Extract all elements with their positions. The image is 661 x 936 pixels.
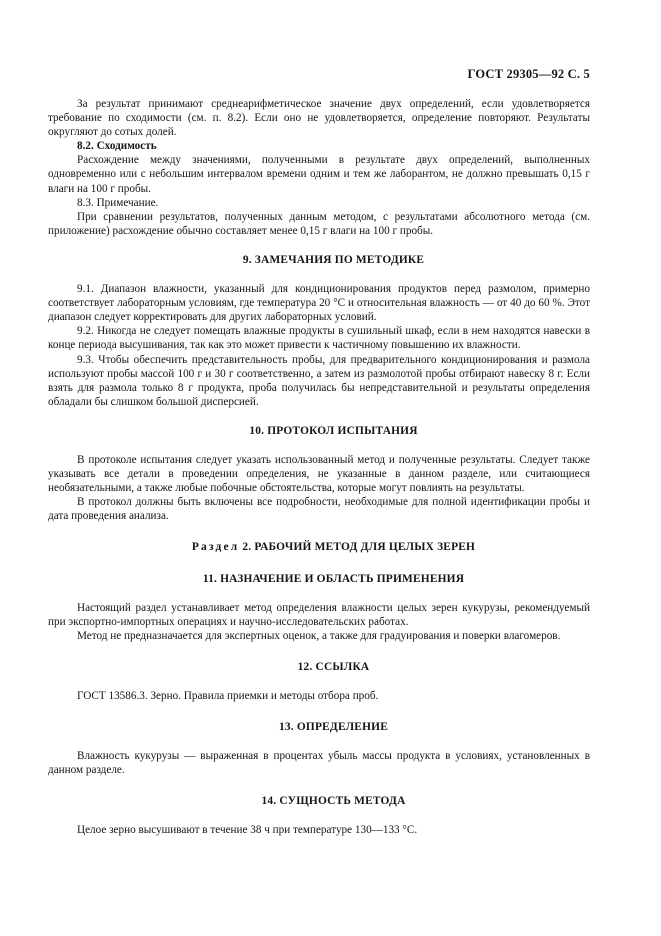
heading-section-10: 10. ПРОТОКОЛ ИСПЫТАНИЯ bbox=[249, 424, 418, 437]
paragraph-12: ГОСТ 13586.3. Зерно. Правила приемки и методы отбора проб. bbox=[77, 690, 379, 702]
paragraph-11-2: Метод не предназначается для экспертных оценок, а также для градуирования и поверки влагомеров. bbox=[77, 629, 561, 642]
part-title: 2. РАБОЧИЙ МЕТОД ДЛЯ ЦЕЛЫХ ЗЕРЕН bbox=[239, 541, 476, 554]
heading-section-13: 13. ОПРЕДЕЛЕНИЕ bbox=[278, 721, 389, 734]
paragraph-10-2: В протокол должны быть включены все подробности, необходимые для полной идентификации пробы и дата проведения анализа. bbox=[48, 496, 590, 523]
heading-section-9: 9. ЗАМЕЧАНИЯ ПО МЕТОДИКЕ bbox=[242, 253, 425, 266]
paragraph-11-1: Настоящий раздел устанавливает метод определения влажности целых зерен кукурузы, рекомендуемый при экспортно-импортных операциях и научно-исследовательских работах. bbox=[48, 601, 590, 628]
document-body bbox=[48, 97, 590, 838]
heading-part-2 bbox=[48, 540, 590, 554]
paragraph-8-3: При сравнении результатов, полученных данным методом, с результатами абсолютного метода (см. приложение) расхождение обычно составляет менее 0,15 г влаги на 100 г пробы. bbox=[48, 210, 590, 237]
paragraph-9-1: 9.1. Диапазон влажности, указанный для кондиционирования продуктов перед размолом, примерно соответствует лабораторным условиям, где температура 20 °С и относительная влажность — от 40 до 60 %. Этот диапазон следует корректировать для других лабораторных условий. bbox=[48, 283, 590, 324]
paragraph-14: Целое зерно высушивают в течение 38 ч при температуре 130—133 °С. bbox=[77, 824, 418, 837]
paragraph-result: За результат принимают среднеарифметическое значение двух определений, если удовлетворяется требование по сходимости (см. п. 8.2). Если оно не удовлетворяется, определение повторяют. Результаты округляют до сотых долей. bbox=[48, 98, 590, 139]
page-header: ГОСТ 29305—92 С. 5 bbox=[467, 67, 590, 81]
paragraph-13: Влажность кукурузы — выраженная в процентах убыль массы продукта в условиях, установленных в данном разделе. bbox=[48, 750, 590, 777]
subheading-8-3: 8.3. Примечание. bbox=[77, 196, 159, 209]
heading-section-14: 14. СУЩНОСТЬ МЕТОДА bbox=[261, 795, 406, 808]
subheading-8-2: 8.2. Сходимость bbox=[77, 140, 157, 153]
paragraph-10-1: В протоколе испытания следует указать использованный метод и полученные результаты. Следует также указывать все детали в проведении определения, не указанные в данном разделе, или считающиеся необязательными, а также любые побочные обстоятельства, которые могут повлиять на результаты. bbox=[48, 453, 590, 495]
part-label: Раздел bbox=[191, 541, 240, 554]
paragraph-9-3: 9.3. Чтобы обеспечить представительность пробы, для предварительного кондиционирования и размола используют пробы массой 100 г и 30 г соответственно, а затем из размолотой пробы отбирают навеску 8 г. Если взять для размола только 8 г продукта, проба получилась бы непредставительной и результаты определения обладали бы слишком большой дисперсией. bbox=[48, 353, 590, 408]
paragraph-9-2: 9.2. Никогда не следует помещать влажные продукты в сушильный шкаф, если в нем находятся навески в конце периода высушивания, так как это может привести к частичному повышению их влажности. bbox=[48, 325, 590, 352]
heading-section-12: 12. ССЫЛКА bbox=[297, 660, 370, 673]
paragraph-8-2: Расхождение между значениями, полученными в результате двух определений, выполненных одновременно или с небольшим интервалом времени одним и тем же лаборантом, не должно превышать 0,15 г влаги на 100 г пробы. bbox=[48, 154, 590, 195]
heading-section-11: 11. НАЗНАЧЕНИЕ И ОБЛАСТЬ ПРИМЕНЕНИЯ bbox=[202, 572, 465, 585]
